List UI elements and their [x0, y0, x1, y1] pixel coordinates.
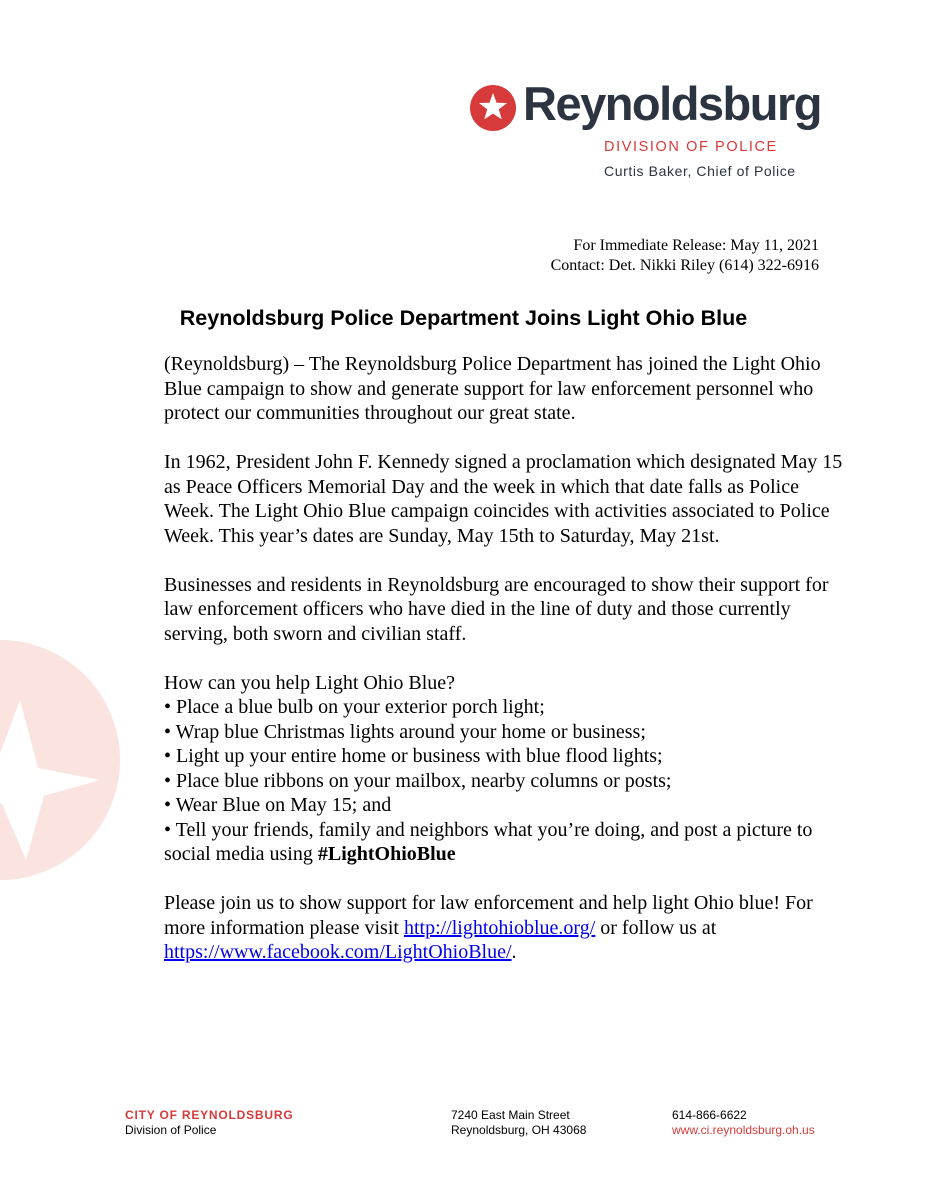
- page-title: Reynoldsburg Police Department Joins Light Ohio Blue: [179, 306, 748, 330]
- list-item: • Tell your friends, family and neighbors what you’re doing, and post a picture to social media using: [164, 818, 813, 865]
- paragraph-intro: (Reynoldsburg) – The Reynoldsburg Police Department has joined the Light Ohio Blue campaign to show and generate support for law enforcement personnel who protect our communities throughout our great state.: [164, 353, 821, 424]
- release-date: For Immediate Release: May 11, 2021: [573, 237, 819, 254]
- hashtag: #LightOhioBlue: [317, 843, 456, 865]
- release-contact: Contact: Det. Nikki Riley (614) 322-6916: [550, 257, 819, 274]
- list-item: • Wear Blue on May 15; and: [164, 794, 392, 816]
- footer-address-line2: Reynoldsburg, OH 43068: [451, 1123, 587, 1137]
- footer-phone: 614-866-6622: [672, 1108, 747, 1122]
- list-item: • Wrap blue Christmas lights around your home or business;: [164, 720, 646, 743]
- department-logo: [470, 77, 830, 192]
- list-item: • Place a blue bulb on your exterior porch light;: [164, 696, 545, 718]
- footer-dept: Division of Police: [125, 1123, 217, 1137]
- division-label: DIVISION OF POLICE: [604, 139, 778, 155]
- help-list: [164, 671, 844, 867]
- footer-address-column: [451, 1108, 586, 1138]
- release-info: [551, 236, 819, 276]
- star-watermark-icon: [0, 640, 130, 880]
- chief-label: Curtis Baker, Chief of Police: [604, 163, 796, 179]
- list-item: • Place blue ribbons on your mailbox, nearby columns or posts;: [164, 769, 672, 792]
- help-question: How can you help Light Ohio Blue?: [164, 671, 456, 694]
- paragraph-encourage: Businesses and residents in Reynoldsburg are encouraged to show their support for law enforcement officers who have died in the line of duty and those currently serving, both sworn and civilian staff.: [164, 573, 829, 645]
- footer-city-column: [125, 1108, 293, 1138]
- footer-website[interactable]: www.ci.reynoldsburg.oh.us: [672, 1123, 815, 1137]
- footer-address-line1: 7240 East Main Street: [451, 1108, 570, 1122]
- brand-name: Reynoldsburg: [523, 77, 821, 130]
- footer-city: CITY OF REYNOLDSBURG: [125, 1108, 294, 1122]
- website-link[interactable]: http://lightohioblue.org/: [403, 916, 596, 939]
- facebook-link[interactable]: https://www.facebook.com/LightOhioBlue/: [164, 941, 512, 963]
- press-release-body: [164, 352, 844, 989]
- paragraph-history: In 1962, President John F. Kennedy signed a proclamation which designated May 15 as Peace Officers Memorial Day and the week in which that date falls as Police Week. The Light Ohio Blue campaign coincides with activities associated to Police Week. This year’s dates are Sunday, May 15th to Saturday, May 21st.: [164, 451, 843, 547]
- list-item: • Light up your entire home or business with blue flood lights;: [164, 745, 663, 767]
- paragraph-closing: Please join us to show support for law enforcement and help light Ohio blue! For more information please visit http://lightohioblue.org/ or follow us at https://www.facebook.com/LightOhioBlue/.: [164, 892, 813, 963]
- footer-contact-column: [672, 1108, 815, 1138]
- star-icon: [470, 85, 516, 131]
